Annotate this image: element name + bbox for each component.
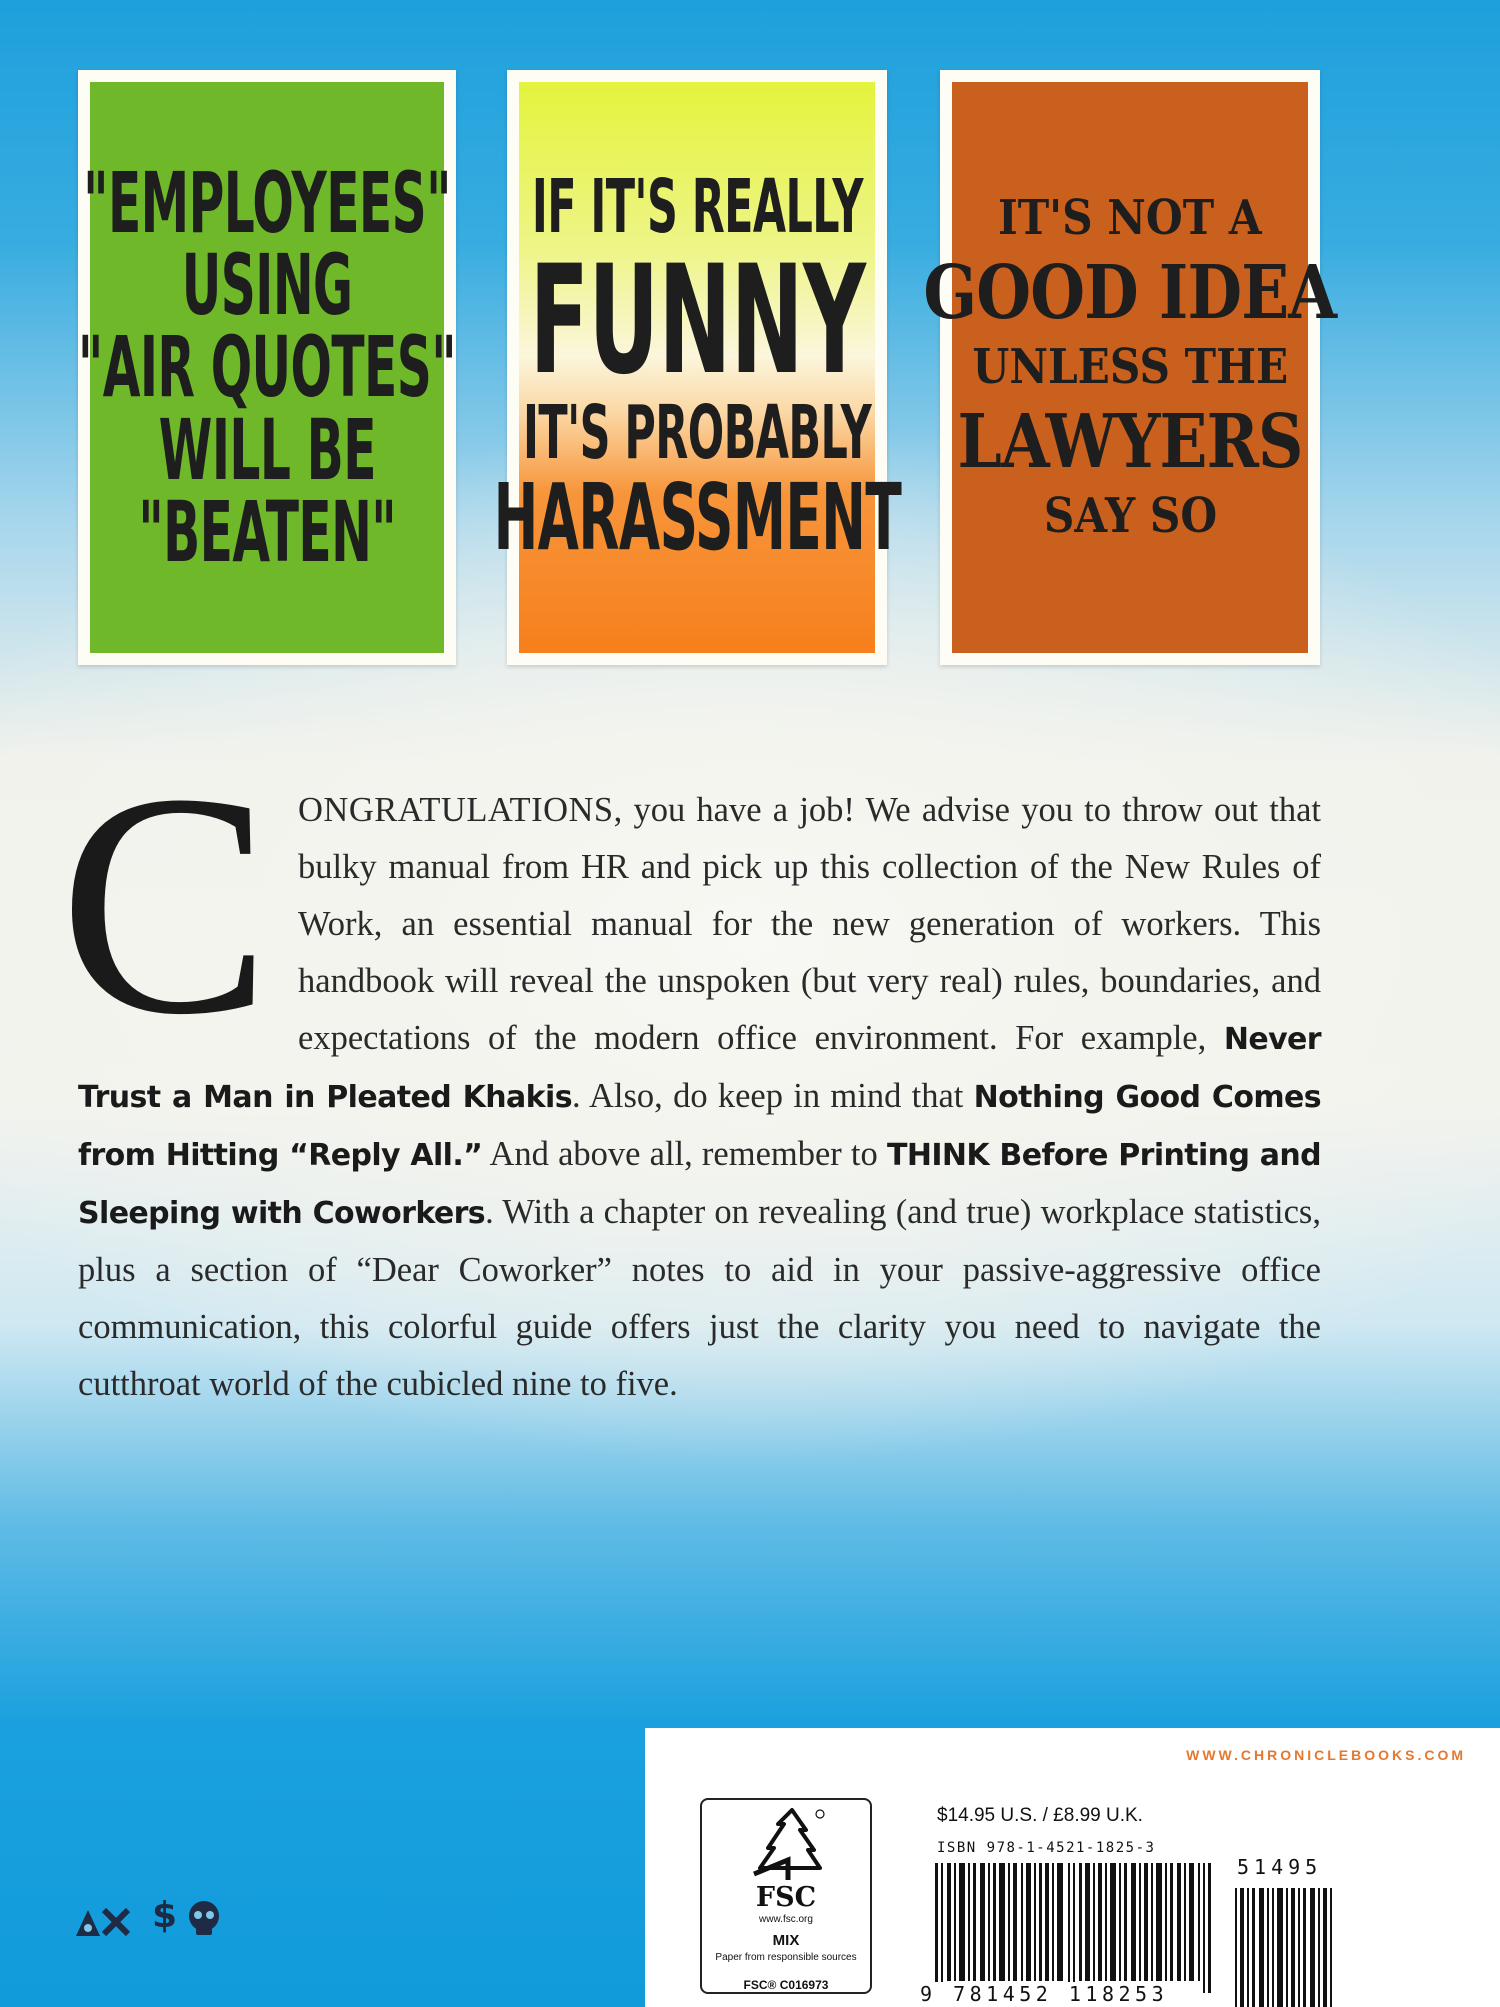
highlight-rule: Never Trust a Man in Pleated Khakis [78,1022,1321,1115]
isbn-barcode [935,1863,1220,1993]
publisher-website: WWW.CHRONICLEBOOKS.COM [1186,1747,1466,1763]
barcode-digits: 9 781452 118253 [920,1982,1169,2006]
fsc-tree-icon [750,1808,826,1880]
poster-panel [493,82,901,653]
poster-line: IT'S NOT A [998,190,1262,247]
barcode-panel [645,1728,1500,2007]
skull-icon [185,1899,223,1937]
description-text: , you have a job! We advise you to throw out that bulky manual from HR and pick up this collection of the New Rules of Work, an essential manual for the new generation of workers. This handbook will reveal the unspoken (but very real) rules, boundaries, and expectations of the modern office environment. For example, [298,791,1321,1057]
poster-lawyers [923,70,1337,665]
fsc-mix: MIX [772,1932,800,1949]
poster-panel [77,82,457,653]
fsc-label [700,1798,872,1994]
description-text: . Also, do keep in mind that [571,1077,974,1115]
isbn: ISBN 978-1-4521-1825-3 [937,1840,1156,1856]
lead-caps: ONGRATULATIONS [298,791,614,829]
poster-air-quotes [78,70,456,665]
description-text: And above all, remember to [482,1135,887,1173]
highlight-rule: THINK Before Printing and Sleeping with Coworkers [78,1138,1321,1231]
price: $14.95 U.S. / £8.99 U.K. [937,1805,1143,1826]
addon-digits: 51495 [1237,1855,1323,1879]
poster-panel [923,82,1337,653]
fsc-name: FSC [755,1882,817,1913]
poster-line: USING [181,236,353,335]
poster-line: "EMPLOYEES" [83,153,451,252]
fsc-url: www.fsc.org [759,1914,813,1925]
description-text: . With a chapter on revealing (and true) workplace statistics, plus a section of “Dear Coworker” notes to aid in your passive-aggressive office communication, this colorful guide offers just the clarity you need to navigate the cutthroat world of the cubicled nine to five. [78,1193,1321,1403]
poster-line: WILL BE [158,400,376,499]
price-addon-barcode [1235,1888,1335,2007]
highlight-rule: Nothing Good Comes from Hitting “Reply All.” [78,1080,1321,1173]
fsc-code: FSC® C016973 [743,1978,829,1992]
poster-line: SAY SO [1043,488,1217,545]
publisher-logo-icon [74,1900,149,1940]
fsc-paper-text: Paper from responsible sources [715,1952,857,1963]
poster-line: "BEATEN" [138,482,396,581]
book-description [58,728,1321,1413]
poster-line: FUNNY [529,233,865,408]
drop-cap: C [58,728,272,1080]
poster-line: "AIR QUOTES" [77,318,457,417]
poster-line: LAWYERS [957,398,1303,485]
poster-line: IF IT'S REALLY [531,164,863,251]
poster-line: HARASSMENT [493,464,901,572]
poster-harassment [493,70,901,665]
poster-line: UNLESS THE [972,339,1288,396]
poster-line: GOOD IDEA [923,249,1337,336]
publisher-logo-dollar: $ [152,1895,178,1936]
poster-line: IT'S PROBABLY [522,389,872,476]
